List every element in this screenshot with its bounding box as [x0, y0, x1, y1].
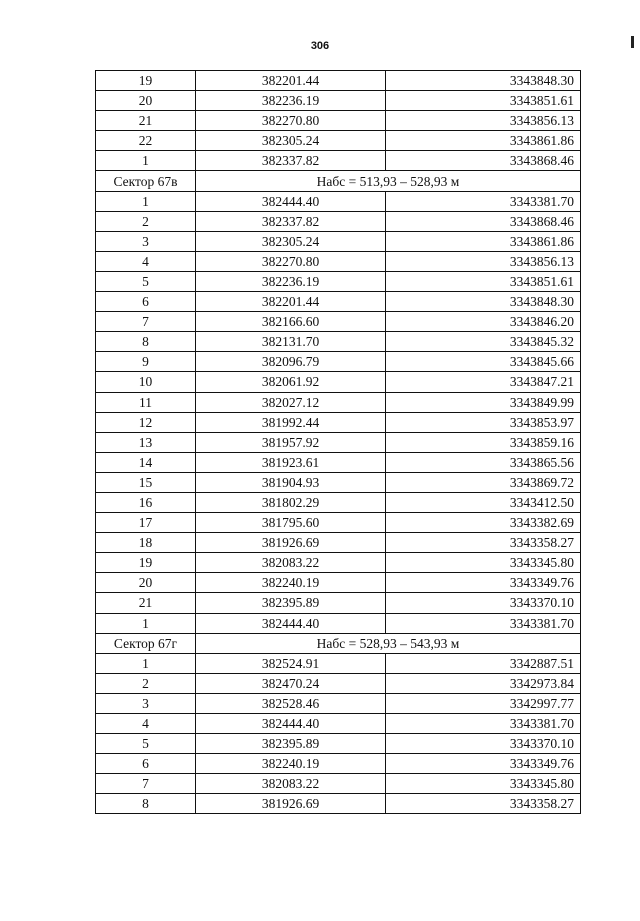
coordinate-x: 382337.82	[196, 211, 386, 231]
point-number: 18	[96, 533, 196, 553]
table-row	[96, 734, 581, 754]
coordinate-x: 382027.12	[196, 392, 386, 412]
coordinate-y: 3342997.77	[386, 693, 581, 713]
coordinate-x: 382337.82	[196, 151, 386, 171]
point-number: 4	[96, 251, 196, 271]
coordinate-y: 3343851.61	[386, 91, 581, 111]
point-number: 7	[96, 774, 196, 794]
table-row	[96, 613, 581, 633]
coordinate-y: 3343861.86	[386, 131, 581, 151]
coordinate-y: 3343869.72	[386, 472, 581, 492]
sector-altitude-range: Набс = 513,93 – 528,93 м	[196, 171, 581, 191]
coordinate-x: 382131.70	[196, 332, 386, 352]
coordinate-y: 3343848.30	[386, 71, 581, 91]
coordinate-x: 381926.69	[196, 533, 386, 553]
coordinate-x: 382201.44	[196, 71, 386, 91]
coordinate-x: 381992.44	[196, 412, 386, 432]
table-row	[96, 332, 581, 352]
point-number: 19	[96, 553, 196, 573]
point-number: 3	[96, 231, 196, 251]
table-row	[96, 673, 581, 693]
coordinate-x: 382201.44	[196, 292, 386, 312]
point-number: 15	[96, 472, 196, 492]
sector-header-row	[96, 171, 581, 191]
coordinate-y: 3342887.51	[386, 653, 581, 673]
point-number: 5	[96, 271, 196, 291]
table-row	[96, 452, 581, 472]
coordinate-y: 3343381.70	[386, 191, 581, 211]
table-row	[96, 352, 581, 372]
coordinate-x: 382395.89	[196, 734, 386, 754]
coordinate-y: 3343845.66	[386, 352, 581, 372]
coordinate-y: 3343851.61	[386, 271, 581, 291]
table-row	[96, 693, 581, 713]
table-row	[96, 271, 581, 291]
point-number: 1	[96, 613, 196, 633]
table-row	[96, 553, 581, 573]
table-row	[96, 372, 581, 392]
point-number: 1	[96, 653, 196, 673]
coordinate-y: 3343868.46	[386, 211, 581, 231]
table-row	[96, 653, 581, 673]
coordinate-y: 3343859.16	[386, 432, 581, 452]
coordinate-x: 382444.40	[196, 714, 386, 734]
point-number: 14	[96, 452, 196, 472]
coordinate-x: 381904.93	[196, 472, 386, 492]
coordinate-x: 382083.22	[196, 553, 386, 573]
coordinate-y: 3343370.10	[386, 593, 581, 613]
table-row	[96, 714, 581, 734]
point-number: 4	[96, 714, 196, 734]
sector-name: Сектор 67в	[96, 171, 196, 191]
coordinate-x: 381957.92	[196, 432, 386, 452]
coordinate-x: 382305.24	[196, 131, 386, 151]
coordinate-x: 382083.22	[196, 774, 386, 794]
sector-name: Сектор 67г	[96, 633, 196, 653]
point-number: 19	[96, 71, 196, 91]
coordinate-y: 3343847.21	[386, 372, 581, 392]
coordinate-y: 3343370.10	[386, 734, 581, 754]
coordinate-x: 381926.69	[196, 794, 386, 814]
table-row	[96, 794, 581, 814]
coordinate-y: 3343358.27	[386, 533, 581, 553]
coordinate-y: 3343856.13	[386, 251, 581, 271]
coordinate-y: 3343856.13	[386, 111, 581, 131]
point-number: 12	[96, 412, 196, 432]
table-row	[96, 492, 581, 512]
point-number: 20	[96, 91, 196, 111]
point-number: 1	[96, 191, 196, 211]
coordinate-y: 3343345.80	[386, 774, 581, 794]
point-number: 22	[96, 131, 196, 151]
page-number: 306	[310, 40, 330, 52]
coordinate-x: 382305.24	[196, 231, 386, 251]
coordinate-x: 382096.79	[196, 352, 386, 372]
table-row	[96, 131, 581, 151]
coordinate-y: 3343349.76	[386, 754, 581, 774]
point-number: 7	[96, 312, 196, 332]
point-number: 9	[96, 352, 196, 372]
coordinate-x: 382444.40	[196, 191, 386, 211]
table-row	[96, 211, 581, 231]
coordinate-x: 382236.19	[196, 271, 386, 291]
table-row	[96, 573, 581, 593]
table-row	[96, 593, 581, 613]
coordinate-x: 381923.61	[196, 452, 386, 472]
coordinate-x: 382444.40	[196, 613, 386, 633]
coordinate-y: 3343845.32	[386, 332, 581, 352]
table-row	[96, 754, 581, 774]
coordinate-y: 3343861.86	[386, 231, 581, 251]
point-number: 6	[96, 754, 196, 774]
coordinate-y: 3343853.97	[386, 412, 581, 432]
coordinate-x: 381802.29	[196, 492, 386, 512]
coordinate-x: 382236.19	[196, 91, 386, 111]
coordinate-y: 3343846.20	[386, 312, 581, 332]
coordinate-y: 3343349.76	[386, 573, 581, 593]
point-number: 5	[96, 734, 196, 754]
point-number: 8	[96, 332, 196, 352]
table-row	[96, 91, 581, 111]
coordinate-x: 382524.91	[196, 653, 386, 673]
point-number: 20	[96, 573, 196, 593]
table-row	[96, 432, 581, 452]
table-row	[96, 111, 581, 131]
coordinate-x: 382270.80	[196, 111, 386, 131]
table-row	[96, 71, 581, 91]
coordinate-x: 382270.80	[196, 251, 386, 271]
coordinate-y: 3343382.69	[386, 513, 581, 533]
coordinate-y: 3343849.99	[386, 392, 581, 412]
point-number: 10	[96, 372, 196, 392]
table-row	[96, 292, 581, 312]
table-row	[96, 774, 581, 794]
table-row	[96, 251, 581, 271]
point-number: 1	[96, 151, 196, 171]
coordinate-x: 382061.92	[196, 372, 386, 392]
table-row	[96, 151, 581, 171]
table-row	[96, 533, 581, 553]
coordinates-table	[95, 70, 581, 814]
table-row	[96, 191, 581, 211]
scan-edge-mark	[631, 36, 634, 48]
coordinate-y: 3342973.84	[386, 673, 581, 693]
point-number: 8	[96, 794, 196, 814]
coordinate-x: 382166.60	[196, 312, 386, 332]
point-number: 16	[96, 492, 196, 512]
sector-altitude-range: Набс = 528,93 – 543,93 м	[196, 633, 581, 653]
coordinate-y: 3343865.56	[386, 452, 581, 472]
coordinates-table-body	[96, 71, 581, 814]
coordinate-y: 3343412.50	[386, 492, 581, 512]
table-row	[96, 392, 581, 412]
point-number: 13	[96, 432, 196, 452]
table-row	[96, 513, 581, 533]
table-row	[96, 231, 581, 251]
coordinate-x: 382528.46	[196, 693, 386, 713]
coordinate-x: 382395.89	[196, 593, 386, 613]
point-number: 2	[96, 673, 196, 693]
coordinate-y: 3343358.27	[386, 794, 581, 814]
table-row	[96, 472, 581, 492]
point-number: 6	[96, 292, 196, 312]
point-number: 17	[96, 513, 196, 533]
coordinate-y: 3343345.80	[386, 553, 581, 573]
point-number: 2	[96, 211, 196, 231]
point-number: 21	[96, 593, 196, 613]
coordinate-x: 382470.24	[196, 673, 386, 693]
coordinate-x: 382240.19	[196, 573, 386, 593]
table-row	[96, 412, 581, 432]
point-number: 3	[96, 693, 196, 713]
coordinate-y: 3343381.70	[386, 714, 581, 734]
coordinate-y: 3343868.46	[386, 151, 581, 171]
point-number: 11	[96, 392, 196, 412]
coordinate-x: 382240.19	[196, 754, 386, 774]
point-number: 21	[96, 111, 196, 131]
coordinate-y: 3343381.70	[386, 613, 581, 633]
coordinate-y: 3343848.30	[386, 292, 581, 312]
table-row	[96, 312, 581, 332]
sector-header-row	[96, 633, 581, 653]
coordinate-x: 381795.60	[196, 513, 386, 533]
